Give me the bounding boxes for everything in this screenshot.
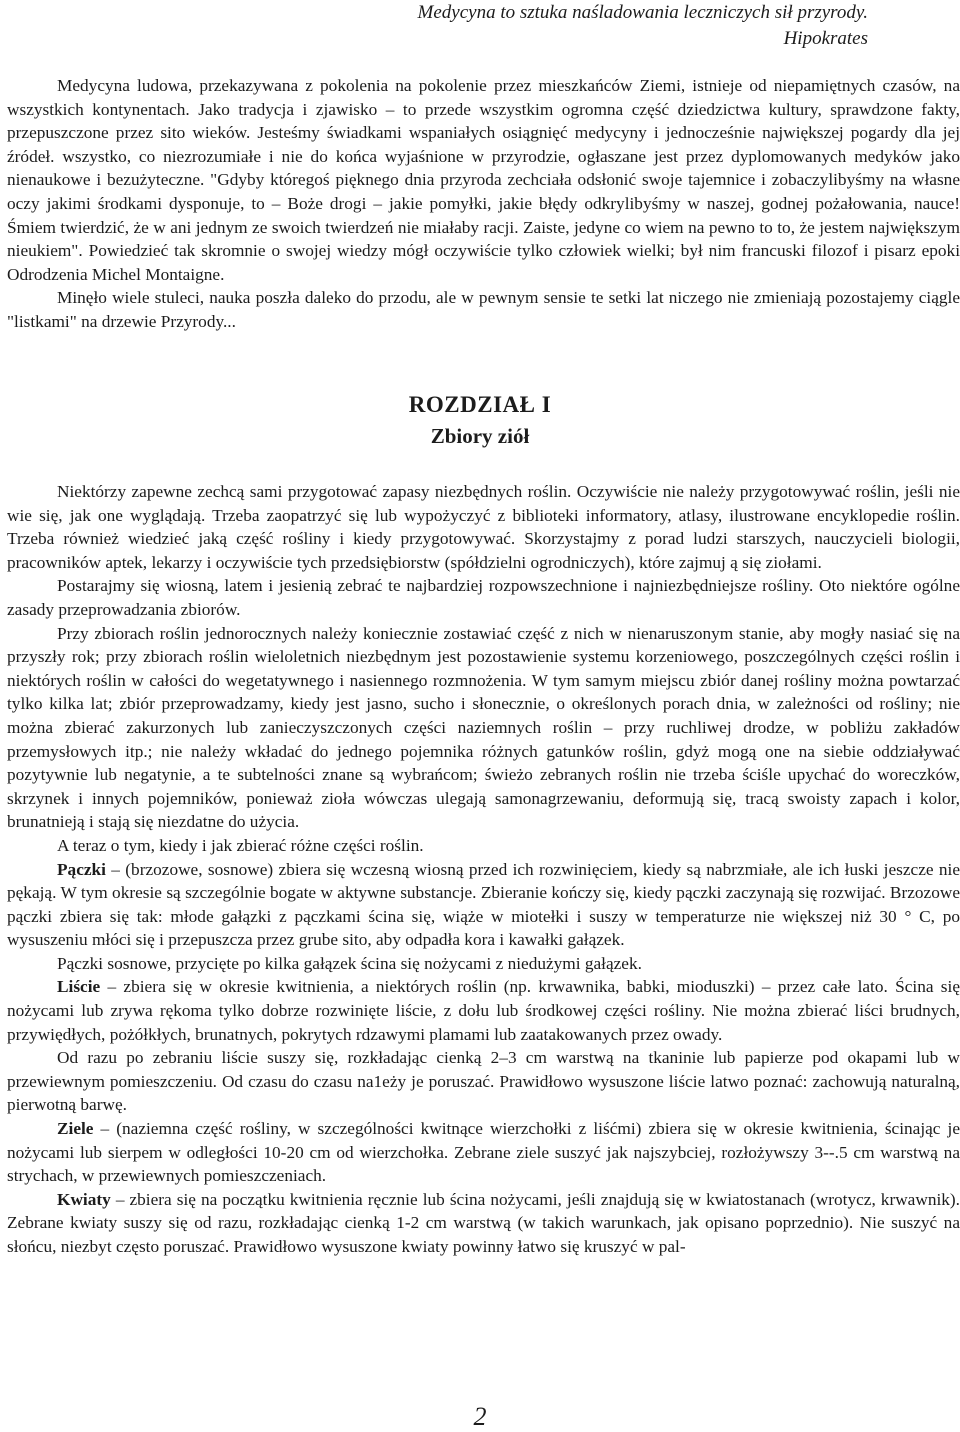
body-paragraph-leaves	[7, 975, 960, 1046]
chapter-subtitle: Zbiory ziół	[430, 424, 530, 448]
chapter-heading: ROZDZIAŁ I	[408, 392, 552, 417]
paragraph-text: – (brzozowe, sosnowe) zbiera się wczesną wiosną przed ich rozwinięciem, kiedy są nabrzmiałe, ale ich łuski jeszcze nie pękają. W tym okresie są szczególnie bogate w aktywne substancje. Zbieranie kończy się, kiedy pączki zaczynają się rozwijać. Brzozowe pączki zbiera się tak: młode gałązki z pączkami ścina się, wiąże w miotełki i suszy w temperaturze nie większej niż 30 ° C, po wysuszeniu młóci się i przepuszcza przez grube sito, aby odpadła kora i kawałki gałązek.	[7, 859, 960, 950]
intro-paragraph: Minęło wiele stuleci, nauka poszła daleko do przodu, ale w pewnym sensie te setki lat niczego nie zmieniają pozostajemy ciągle "listkami" na drzewie Przyrody...	[7, 288, 960, 331]
intro-paragraph: Medycyna ludowa, przekazywana z pokolenia na pokolenie przez mieszkańców Ziemi, istnieje od niepamiętnych czasów, na wszystkich kontynentach. Jako tradycja i zjawisko – to przede wszystkim ogromna część dziedzictwa kultury, sprawdzone fakty, przepuszczone przez sito wieków. Jesteśmy świadkami wspaniałych osiągnięć medycyny i jednocześnie największej pogardy dla jej źródeł. wszystko, co niezrozumiałe i nie do końca wyjaśnione w przyrodzie, ogłaszane jest przez dyplomowanych medyków jako nienaukowe i bezużyteczne. "Gdyby któregoś pięknego dnia przyroda zechciała odsłonić swoje tajemnice i zobaczylibyśmy na własne oczy jakimi środkami dysponuje, to – Boże drogi – jakie pomyłki, jakie błędy odkrylibyśmy w naszej, godnej pożałowania, nauce! Śmiem twierdzić, że w ani jednym ze swoich twierdzeń nie miałaby racji. Zaiste, jedyne co wiem na pewno to to, że jestem największym nieukiem". Powiedzieć tak skromnie o swojej wiedzy mógł oczywiście tylko człowiek wielki; był nim francuski filozof i pisarz epoki Odrodzenia Michel Montaigne.	[7, 76, 960, 284]
chapter-body	[7, 480, 960, 1259]
epigraph-quote: Medycyna to sztuka naśladowania leczniczych sił przyrody.	[417, 2, 868, 23]
body-paragraph-buds	[7, 858, 960, 952]
paragraph-text: – zbiera się w okresie kwitnienia, a niektórych roślin (np. krwawnika, babki, mioduszki) – przez całe lato. Ścina się nożycami lub zrywa rękoma tylko dobrze rozwinięte liście, z dołu lub środkowej części rośliny. Nie można zbierać liści brudnych, przywiędłych, pożółkłych, brunatnych, pokrytych rdzawymi plamami lub zaatakowanych przez owady.	[7, 977, 960, 1044]
term-buds: Pączki	[57, 859, 106, 879]
body-paragraph: Pączki sosnowe, przycięte po kilka gałązek ścina się nożycami z niedużymi gałązek.	[57, 953, 642, 973]
term-herb: Ziele	[57, 1119, 94, 1139]
body-paragraph: Przy zbiorach roślin jednorocznych należy koniecznie zostawiać część z nich w nienaruszonym stanie, aby mogły nasiać się na przyszły rok; przy zbiorach roślin wieloletnich niezbędnym jest pozostawienie systemu korzeniowego, poszczególnych części roślin i niektórych roślin w całości do wegetatywnego i nasiennego rozmnożenia. W tym samym miejscu zbiór danej rośliny można powtarzać tylko kilka lat; zbiór przeprowadzamy, kiedy jest jasno, sucho i słonecznie, o określonych porach dnia, w zależności od rośliny; nie można zbierać zakurzonych lub zanieczyszczonych części naziemnych roślin – przy ruchliwej drodze, w pobliżu zakładów przemysłowych itp.; nie należy wkładać do jednego pojemnika różnych gatunków roślin, gdyż mogą one na siebie oddziaływać pozytywnie lub negatynie, a te subtelności znane są wybrańcom; świeżo zebranych roślin nie trzeba ściśle upychać do woreczków, skrzynek i innych pojemników, ponieważ zioła wówczas ulegają samonagrzewaniu, deformują się, tracą swoisty zapach i kolor, brunatnieją i stają się niezdatne do użycia.	[7, 623, 960, 832]
intro-section	[7, 74, 960, 334]
paragraph-text: – (naziemna część rośliny, w szczególności kwitnące wierzchołki z liśćmi) zbiera się w okresie kwitnienia, ścinając je nożycami lub sierpem w odległości 10-20 cm od wierzchołka. Zebrane ziele suszyć jak najszybciej, rozłożywszy 3--.5 cm warstwą na strychach, w przewiewnych pomieszczeniach.	[7, 1119, 960, 1186]
epigraph-author: Hipokrates	[783, 28, 868, 49]
term-leaves: Liście	[57, 977, 101, 997]
body-paragraph: A teraz o tym, kiedy i jak zbierać różne części roślin.	[57, 835, 424, 855]
term-flowers: Kwiaty	[57, 1189, 111, 1209]
body-paragraph-flowers	[7, 1188, 960, 1259]
page-number: 2	[473, 1402, 487, 1431]
paragraph-text: – zbiera się na początku kwitnienia ręcznie lub ścina nożycami, jeśli znajdują się w kwiatostanach (wrotycz, krwawnik). Zebrane kwiaty suszy się od razu, rozkładając cienką 1-2 cm warstwą (w takich warunkach, jak opisano poprzednio). Nie suszyć na słońcu, niezbyt często poruszać. Prawidłowo wysuszone kwiaty powinny łatwo się kruszyć w pal-	[7, 1189, 960, 1256]
body-paragraph: Niektórzy zapewne zechcą sami przygotować zapasy niezbędnych roślin. Oczywiście nie należy przygotowywać roślin, jeśli nie wie się, jak one wyglądają. Trzeba zaopatrzyć się lub wypożyczyć z biblioteki informatory, atlasy, ilustrowane encyklopedie roślin. Trzeba również wiedzieć jaką część rośliny i kiedy przygotowywać. Skorzystajmy z porad ludzi starszych, nauczycieli biologii, pracowników aptek, lekarzy i oczywiście tych przedsiębiorstw (spółdzielni ogrodniczych), które zajmuj ą się ziołami.	[7, 482, 960, 572]
body-paragraph: Postarajmy się wiosną, latem i jesienią zebrać te najbardziej rozpowszechnione i najniezbędniejsze rośliny. Oto niektóre ogólne zasady przeprowadzania zbiorów.	[7, 576, 960, 619]
body-paragraph-herb	[7, 1117, 960, 1188]
body-paragraph: Od razu po zebraniu liście suszy się, rozkładając cienką 2–3 cm warstwą na tkaninie lub papierze pod okapami lub w przewiewnym pomieszczeniu. Od czasu do czasu na1eży je poruszać. Prawidłowo wysuszone liście latwo poznać: zachowują naturalną, pierwotną barwę.	[7, 1048, 960, 1115]
